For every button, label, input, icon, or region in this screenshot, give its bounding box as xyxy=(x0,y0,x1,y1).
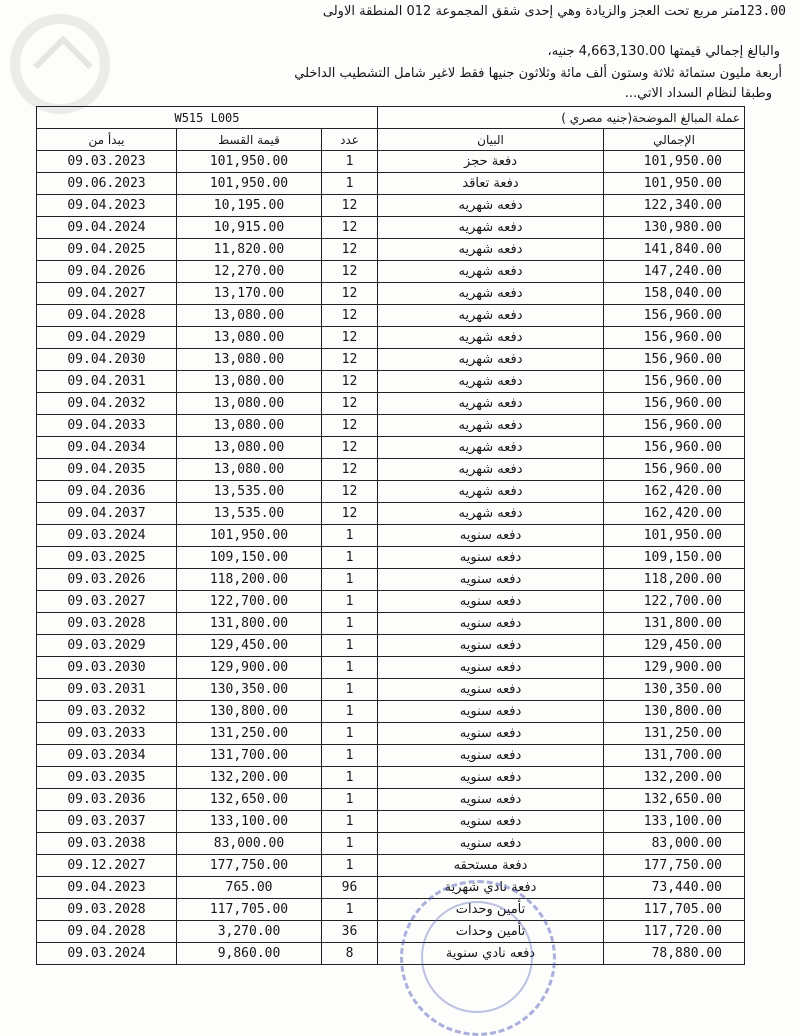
start-date-cell: 09.04.2035 xyxy=(37,459,177,481)
table-row xyxy=(37,811,745,833)
description-cell: دفعه سنويه xyxy=(378,525,604,547)
start-date-cell: 09.03.2024 xyxy=(37,943,177,965)
count-cell: 12 xyxy=(322,261,378,283)
description-cell: دفعه سنويه xyxy=(378,833,604,855)
count-cell: 1 xyxy=(322,767,378,789)
installment-cell: 13,535.00 xyxy=(177,481,322,503)
total-cell: 132,650.00 xyxy=(604,789,745,811)
table-row xyxy=(37,481,745,503)
installment-cell: 13,080.00 xyxy=(177,349,322,371)
installment-cell: 130,800.00 xyxy=(177,701,322,723)
count-cell: 1 xyxy=(322,151,378,173)
count-cell: 1 xyxy=(322,811,378,833)
start-date-cell: 09.03.2037 xyxy=(37,811,177,833)
installment-cell: 765.00 xyxy=(177,877,322,899)
table-row xyxy=(37,899,745,921)
table-row xyxy=(37,151,745,173)
table-row xyxy=(37,877,745,899)
description-cell: دفعه شهريه xyxy=(378,239,604,261)
description-cell: دفعه نادي سنوية xyxy=(378,943,604,965)
logo-watermark-icon xyxy=(10,14,110,114)
description-cell: دفعه سنويه xyxy=(378,547,604,569)
col-header-total: الإجمالي xyxy=(604,129,745,151)
start-date-cell: 09.03.2036 xyxy=(37,789,177,811)
installment-cell: 13,080.00 xyxy=(177,371,322,393)
table-row xyxy=(37,349,745,371)
total-cell: 117,705.00 xyxy=(604,899,745,921)
count-cell: 12 xyxy=(322,481,378,503)
count-cell: 12 xyxy=(322,437,378,459)
start-date-cell: 09.04.2031 xyxy=(37,371,177,393)
table-row xyxy=(37,195,745,217)
start-date-cell: 09.04.2030 xyxy=(37,349,177,371)
installment-cell: 129,900.00 xyxy=(177,657,322,679)
installment-cell: 13,080.00 xyxy=(177,459,322,481)
description-cell: دفعه سنويه xyxy=(378,591,604,613)
count-cell: 12 xyxy=(322,217,378,239)
start-date-cell: 09.04.2037 xyxy=(37,503,177,525)
count-cell: 36 xyxy=(322,921,378,943)
start-date-cell: 09.03.2024 xyxy=(37,525,177,547)
total-cell: 162,420.00 xyxy=(604,481,745,503)
installment-cell: 13,080.00 xyxy=(177,305,322,327)
description-cell: دفعه شهريه xyxy=(378,217,604,239)
table-row xyxy=(37,657,745,679)
count-cell: 12 xyxy=(322,393,378,415)
description-cell: دفعه شهريه xyxy=(378,459,604,481)
start-date-cell: 09.03.2023 xyxy=(37,151,177,173)
description-cell: دفعه شهريه xyxy=(378,195,604,217)
currency-caption: عملة المبالغ الموضحة(جنيه مصري ) xyxy=(378,107,745,129)
total-cell: 156,960.00 xyxy=(604,371,745,393)
installment-cell: 12,270.00 xyxy=(177,261,322,283)
table-row xyxy=(37,679,745,701)
table-row xyxy=(37,591,745,613)
description-cell: دفعه شهريه xyxy=(378,327,604,349)
table-row xyxy=(37,239,745,261)
count-cell: 1 xyxy=(322,679,378,701)
description-cell: دفعه سنويه xyxy=(378,767,604,789)
installment-cell: 13,080.00 xyxy=(177,393,322,415)
payment-schedule-table xyxy=(36,106,745,965)
description-cell: دفعه شهريه xyxy=(378,283,604,305)
description-cell: دفعة مستحقه xyxy=(378,855,604,877)
start-date-cell: 09.03.2038 xyxy=(37,833,177,855)
table-row xyxy=(37,789,745,811)
description-cell: دفعه شهريه xyxy=(378,349,604,371)
installment-cell: 109,150.00 xyxy=(177,547,322,569)
count-cell: 12 xyxy=(322,459,378,481)
table-row xyxy=(37,327,745,349)
count-cell: 1 xyxy=(322,525,378,547)
start-date-cell: 09.03.2029 xyxy=(37,635,177,657)
total-cell: 122,340.00 xyxy=(604,195,745,217)
table-row xyxy=(37,217,745,239)
installment-cell: 13,080.00 xyxy=(177,415,322,437)
installment-cell: 13,170.00 xyxy=(177,283,322,305)
total-cell: 130,980.00 xyxy=(604,217,745,239)
table-row xyxy=(37,173,745,195)
total-cell: 129,450.00 xyxy=(604,635,745,657)
installment-cell: 177,750.00 xyxy=(177,855,322,877)
table-row xyxy=(37,261,745,283)
description-cell: دفعه سنويه xyxy=(378,745,604,767)
start-date-cell: 09.04.2026 xyxy=(37,261,177,283)
table-row xyxy=(37,503,745,525)
total-cell: 156,960.00 xyxy=(604,349,745,371)
installment-cell: 130,350.00 xyxy=(177,679,322,701)
count-cell: 1 xyxy=(322,723,378,745)
installment-cell: 101,950.00 xyxy=(177,151,322,173)
count-cell: 1 xyxy=(322,745,378,767)
installment-cell: 13,080.00 xyxy=(177,327,322,349)
total-cell: 101,950.00 xyxy=(604,151,745,173)
start-date-cell: 09.03.2025 xyxy=(37,547,177,569)
description-cell: دفعه سنويه xyxy=(378,569,604,591)
col-header-start: يبدأ من xyxy=(37,129,177,151)
description-cell: دفعه شهريه xyxy=(378,393,604,415)
total-cell: 131,800.00 xyxy=(604,613,745,635)
start-date-cell: 09.04.2024 xyxy=(37,217,177,239)
start-date-cell: 09.04.2033 xyxy=(37,415,177,437)
total-price-words-line: أربعة مليون ستمائة ثلاثة وستون ألف مائة وثلاثون جنيها فقط لاغير شامل التشطيب الداخلي xyxy=(294,66,782,81)
start-date-cell: 09.04.2023 xyxy=(37,877,177,899)
start-date-cell: 09.03.2034 xyxy=(37,745,177,767)
col-header-installment: قيمة القسط xyxy=(177,129,322,151)
table-row xyxy=(37,371,745,393)
table-row xyxy=(37,635,745,657)
count-cell: 1 xyxy=(322,613,378,635)
table-row xyxy=(37,613,745,635)
table-row xyxy=(37,723,745,745)
description-cell: دفعه سنويه xyxy=(378,679,604,701)
installment-cell: 122,700.00 xyxy=(177,591,322,613)
start-date-cell: 09.03.2028 xyxy=(37,899,177,921)
count-cell: 12 xyxy=(322,283,378,305)
count-cell: 1 xyxy=(322,855,378,877)
total-price-line: والبالغ إجمالي قيمتها 4,663,130.00 جنيه، xyxy=(547,44,780,59)
installment-cell: 131,800.00 xyxy=(177,613,322,635)
count-cell: 12 xyxy=(322,503,378,525)
total-cell: 156,960.00 xyxy=(604,393,745,415)
total-cell: 156,960.00 xyxy=(604,459,745,481)
start-date-cell: 09.03.2031 xyxy=(37,679,177,701)
total-cell: 133,100.00 xyxy=(604,811,745,833)
installment-cell: 133,100.00 xyxy=(177,811,322,833)
col-header-description: البيان xyxy=(378,129,604,151)
installment-cell: 129,450.00 xyxy=(177,635,322,657)
installment-cell: 13,080.00 xyxy=(177,437,322,459)
installment-cell: 131,250.00 xyxy=(177,723,322,745)
description-cell: دفعة حجز xyxy=(378,151,604,173)
installment-cell: 132,650.00 xyxy=(177,789,322,811)
total-cell: 118,200.00 xyxy=(604,569,745,591)
table-row xyxy=(37,437,745,459)
start-date-cell: 09.03.2026 xyxy=(37,569,177,591)
total-cell: 156,960.00 xyxy=(604,437,745,459)
count-cell: 12 xyxy=(322,371,378,393)
installment-cell: 118,200.00 xyxy=(177,569,322,591)
table-row xyxy=(37,415,745,437)
total-cell: 130,350.00 xyxy=(604,679,745,701)
start-date-cell: 09.04.2028 xyxy=(37,921,177,943)
count-cell: 1 xyxy=(322,701,378,723)
count-cell: 1 xyxy=(322,899,378,921)
table-row xyxy=(37,283,745,305)
total-cell: 156,960.00 xyxy=(604,327,745,349)
description-cell: دفعه سنويه xyxy=(378,613,604,635)
description-cell: دفعه سنويه xyxy=(378,789,604,811)
total-cell: 117,720.00 xyxy=(604,921,745,943)
count-cell: 12 xyxy=(322,415,378,437)
unit-code: W515 L005 xyxy=(37,107,378,129)
installment-cell: 131,700.00 xyxy=(177,745,322,767)
total-cell: 162,420.00 xyxy=(604,503,745,525)
table-row xyxy=(37,569,745,591)
start-date-cell: 09.03.2028 xyxy=(37,613,177,635)
description-cell: دفعه سنويه xyxy=(378,657,604,679)
total-cell: 141,840.00 xyxy=(604,239,745,261)
count-cell: 1 xyxy=(322,657,378,679)
start-date-cell: 09.03.2027 xyxy=(37,591,177,613)
start-date-cell: 09.04.2029 xyxy=(37,327,177,349)
count-cell: 1 xyxy=(322,635,378,657)
count-cell: 1 xyxy=(322,173,378,195)
total-cell: 83,000.00 xyxy=(604,833,745,855)
description-cell: دفعه شهريه xyxy=(378,305,604,327)
start-date-cell: 09.04.2034 xyxy=(37,437,177,459)
installment-cell: 101,950.00 xyxy=(177,525,322,547)
description-cell: دفعه شهريه xyxy=(378,261,604,283)
total-cell: 131,700.00 xyxy=(604,745,745,767)
total-cell: 131,250.00 xyxy=(604,723,745,745)
table-row xyxy=(37,855,745,877)
total-cell: 101,950.00 xyxy=(604,525,745,547)
unit-description-line: متر مربع تحت العجز والزيادة وهي إحدى شقق المجموعة 012 المنطقة الاولى xyxy=(322,4,740,19)
installment-cell: 10,195.00 xyxy=(177,195,322,217)
start-date-cell: 09.04.2027 xyxy=(37,283,177,305)
start-date-cell: 09.06.2023 xyxy=(37,173,177,195)
count-cell: 1 xyxy=(322,833,378,855)
count-cell: 1 xyxy=(322,789,378,811)
count-cell: 12 xyxy=(322,305,378,327)
area-value: 123.00 xyxy=(739,4,786,19)
count-cell: 96 xyxy=(322,877,378,899)
table-row xyxy=(37,525,745,547)
start-date-cell: 09.04.2032 xyxy=(37,393,177,415)
description-cell: دفعه شهريه xyxy=(378,481,604,503)
start-date-cell: 09.03.2035 xyxy=(37,767,177,789)
description-cell: دفعه شهريه xyxy=(378,415,604,437)
table-row xyxy=(37,701,745,723)
description-cell: دفعه سنويه xyxy=(378,635,604,657)
installment-cell: 11,820.00 xyxy=(177,239,322,261)
table-row xyxy=(37,833,745,855)
start-date-cell: 09.03.2032 xyxy=(37,701,177,723)
start-date-cell: 09.03.2030 xyxy=(37,657,177,679)
col-header-count: عدد xyxy=(322,129,378,151)
total-cell: 73,440.00 xyxy=(604,877,745,899)
total-cell: 78,880.00 xyxy=(604,943,745,965)
description-cell: دفعه شهريه xyxy=(378,503,604,525)
description-cell: تأمين وحدات xyxy=(378,921,604,943)
total-cell: 130,800.00 xyxy=(604,701,745,723)
start-date-cell: 09.12.2027 xyxy=(37,855,177,877)
start-date-cell: 09.04.2023 xyxy=(37,195,177,217)
installment-cell: 132,200.00 xyxy=(177,767,322,789)
count-cell: 1 xyxy=(322,569,378,591)
total-cell: 132,200.00 xyxy=(604,767,745,789)
description-cell: دفعه سنويه xyxy=(378,811,604,833)
table-row xyxy=(37,745,745,767)
total-cell: 156,960.00 xyxy=(604,415,745,437)
table-row xyxy=(37,459,745,481)
start-date-cell: 09.04.2028 xyxy=(37,305,177,327)
installment-cell: 10,915.00 xyxy=(177,217,322,239)
description-cell: دفعه سنويه xyxy=(378,723,604,745)
total-cell: 177,750.00 xyxy=(604,855,745,877)
installment-cell: 101,950.00 xyxy=(177,173,322,195)
count-cell: 1 xyxy=(322,547,378,569)
description-cell: دفعه سنويه xyxy=(378,701,604,723)
installment-cell: 9,860.00 xyxy=(177,943,322,965)
start-date-cell: 09.04.2036 xyxy=(37,481,177,503)
total-cell: 101,950.00 xyxy=(604,173,745,195)
total-cell: 147,240.00 xyxy=(604,261,745,283)
total-cell: 158,040.00 xyxy=(604,283,745,305)
count-cell: 12 xyxy=(322,327,378,349)
count-cell: 12 xyxy=(322,349,378,371)
start-date-cell: 09.03.2033 xyxy=(37,723,177,745)
total-cell: 129,900.00 xyxy=(604,657,745,679)
table-row xyxy=(37,943,745,965)
installment-cell: 83,000.00 xyxy=(177,833,322,855)
table-row xyxy=(37,393,745,415)
schedule-rows xyxy=(37,151,745,965)
total-cell: 109,150.00 xyxy=(604,547,745,569)
table-row xyxy=(37,767,745,789)
table-header-row xyxy=(37,129,745,151)
table-row xyxy=(37,547,745,569)
installment-cell: 117,705.00 xyxy=(177,899,322,921)
count-cell: 8 xyxy=(322,943,378,965)
payment-system-line: وطبقا لنظام السداد الاتي... xyxy=(624,86,772,101)
description-cell: دفعة تعاقد xyxy=(378,173,604,195)
total-cell: 122,700.00 xyxy=(604,591,745,613)
total-cell: 156,960.00 xyxy=(604,305,745,327)
installment-cell: 3,270.00 xyxy=(177,921,322,943)
table-row xyxy=(37,305,745,327)
description-cell: دفعة نادي شهرية xyxy=(378,877,604,899)
installment-cell: 13,535.00 xyxy=(177,503,322,525)
start-date-cell: 09.04.2025 xyxy=(37,239,177,261)
count-cell: 12 xyxy=(322,195,378,217)
count-cell: 1 xyxy=(322,591,378,613)
description-cell: دفعه شهريه xyxy=(378,371,604,393)
description-cell: دفعه شهريه xyxy=(378,437,604,459)
table-row xyxy=(37,921,745,943)
description-cell: تأمين وحدات xyxy=(378,899,604,921)
count-cell: 12 xyxy=(322,239,378,261)
